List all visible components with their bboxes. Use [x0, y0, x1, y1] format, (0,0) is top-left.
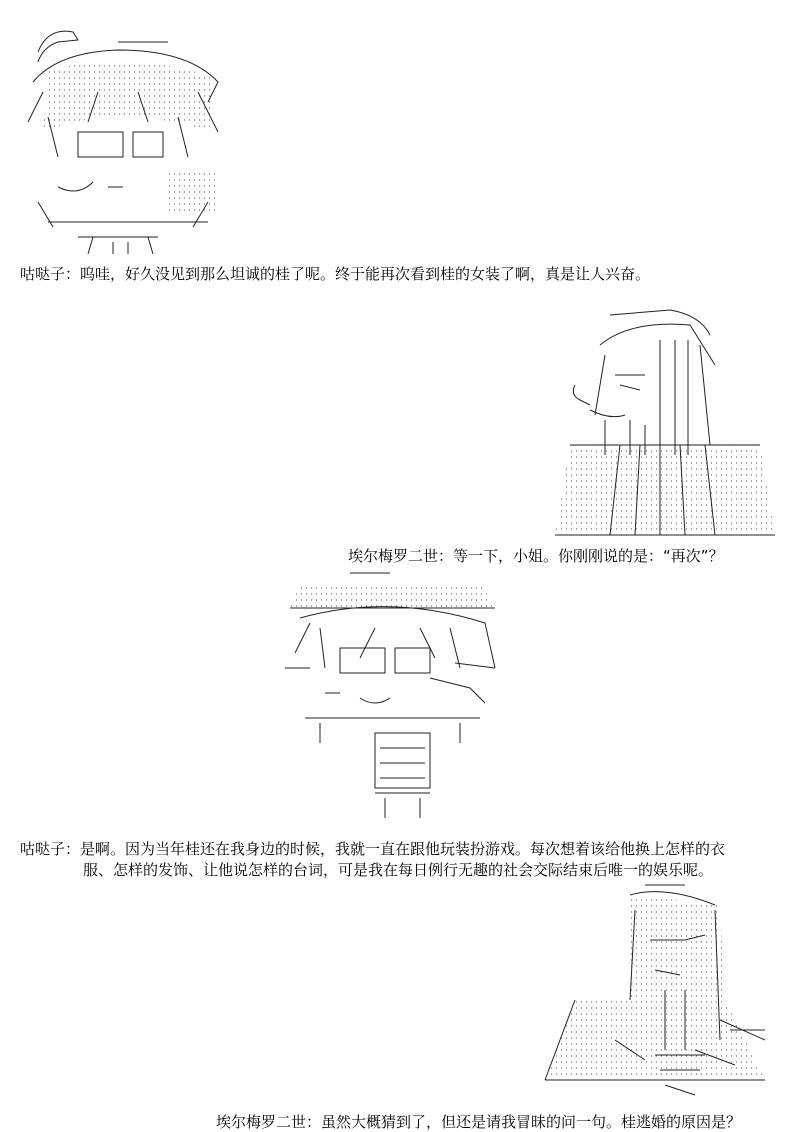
dialogue-text: 是啊。因为当年桂还在我身边的时候，我就一直在跟他玩装扮游戏。每次想着该给他换上怎样的衣 [80, 840, 726, 858]
dialogue-line [216, 1112, 741, 1132]
speaker-separator: ： [65, 840, 81, 858]
dialogue-text: 虽然大概猜到了，但还是请我冒昧的问一句。桂逃婚的原因是？ [321, 1113, 742, 1131]
ascii-art-long-hair-man-icon [535, 880, 780, 1102]
ascii-art-girl-hat-icon [280, 568, 505, 823]
dialogue-line [348, 546, 724, 566]
dialogue-text: 呜哇，好久没见到那么坦诚的桂了呢。终于能再次看到桂的女装了啊，真是让人兴奋。 [80, 265, 651, 283]
ascii-art-long-hair-man-icon [550, 305, 780, 542]
speaker-separator: ： [306, 1113, 322, 1131]
dialogue-text: 服、怎样的发饰、让他说怎样的台词，可是我在每日例行无趣的社会交际结束后唯一的娱乐呢。 [83, 861, 714, 879]
dialogue-line-continued [83, 860, 713, 880]
speaker-name: 咕哒子 [20, 265, 66, 283]
ascii-art-girl-hood-icon [18, 22, 223, 254]
dialogue-text: 等一下，小姐。你刚刚说的是：“再次”？ [453, 547, 724, 565]
speaker-separator: ： [438, 547, 454, 565]
speaker-separator: ： [65, 265, 81, 283]
dialogue-line [20, 839, 725, 859]
speaker-name: 咕哒子 [20, 840, 66, 858]
speaker-name: 埃尔梅罗二世 [216, 1113, 307, 1131]
speaker-name: 埃尔梅罗二世 [348, 547, 439, 565]
dialogue-line [20, 264, 650, 284]
